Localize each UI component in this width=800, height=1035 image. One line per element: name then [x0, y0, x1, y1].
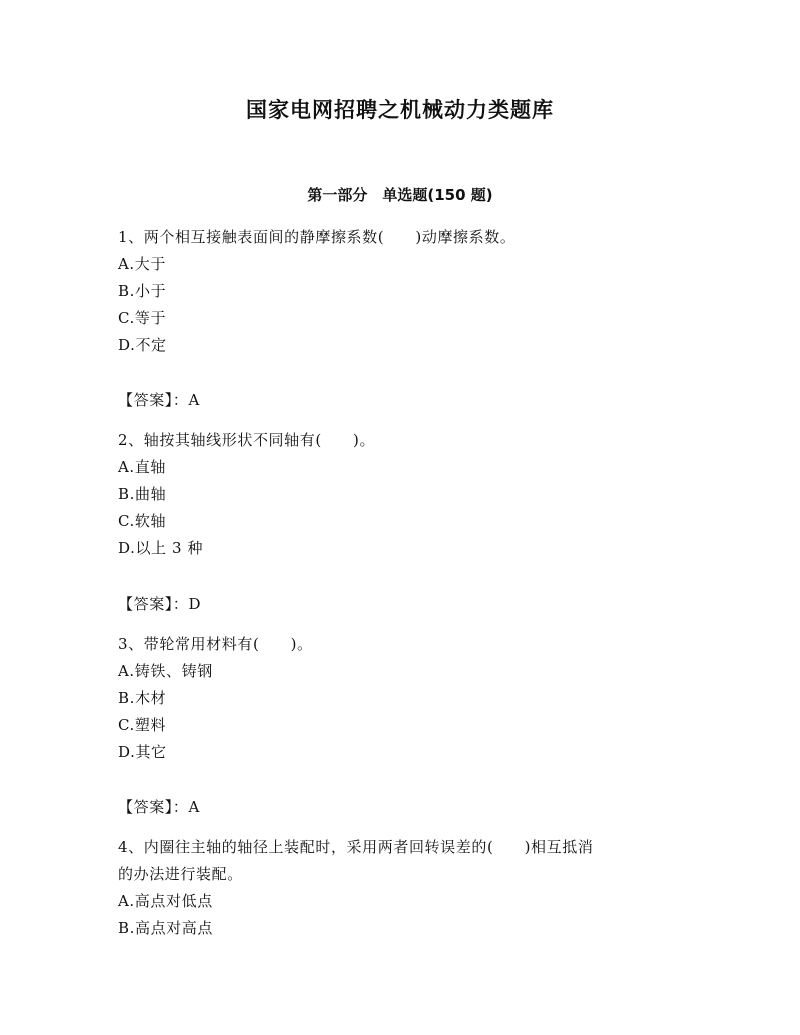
document-title: 国家电网招聘之机械动力类题库 — [246, 98, 554, 122]
question-3-option-d: D.其它 — [118, 743, 167, 761]
question-2-option-d: D.以上 3 种 — [118, 539, 204, 557]
question-1-stem: 1、两个相互接触表面间的静摩擦系数( )动摩擦系数。 — [118, 228, 516, 246]
question-2-option-a: A.直轴 — [118, 458, 167, 476]
question-2-stem: 2、轴按其轴线形状不同轴有( )。 — [118, 431, 376, 449]
question-4-stem-line-1: 4、内圈往主轴的轴径上装配时，采用两者回转误差的( )相互抵消 — [118, 838, 594, 856]
question-2-option-c: C.软轴 — [118, 512, 167, 530]
question-1-option-a: A.大于 — [118, 255, 167, 273]
question-3-option-a: A.铸铁、铸钢 — [118, 662, 213, 680]
question-3-option-c: C.塑料 — [118, 716, 167, 734]
question-4-stem-line-2: 的办法进行装配。 — [118, 865, 243, 883]
question-1-option-d: D.不定 — [118, 336, 167, 354]
question-1-option-b: B.小于 — [118, 282, 167, 300]
question-4-option-a: A.高点对低点 — [118, 892, 213, 910]
question-2-answer: 【答案】：D — [118, 595, 202, 613]
question-1-answer: 【答案】：A — [118, 391, 200, 409]
question-4-option-b: B.高点对高点 — [118, 919, 213, 937]
question-3-answer: 【答案】：A — [118, 798, 200, 816]
question-3-option-b: B.木材 — [118, 689, 167, 707]
question-2-option-b: B.曲轴 — [118, 485, 167, 503]
question-1-option-c: C.等于 — [118, 309, 167, 327]
question-3-stem: 3、带轮常用材料有( )。 — [118, 635, 313, 653]
section-title: 第一部分 单选题(150 题) — [307, 186, 493, 204]
